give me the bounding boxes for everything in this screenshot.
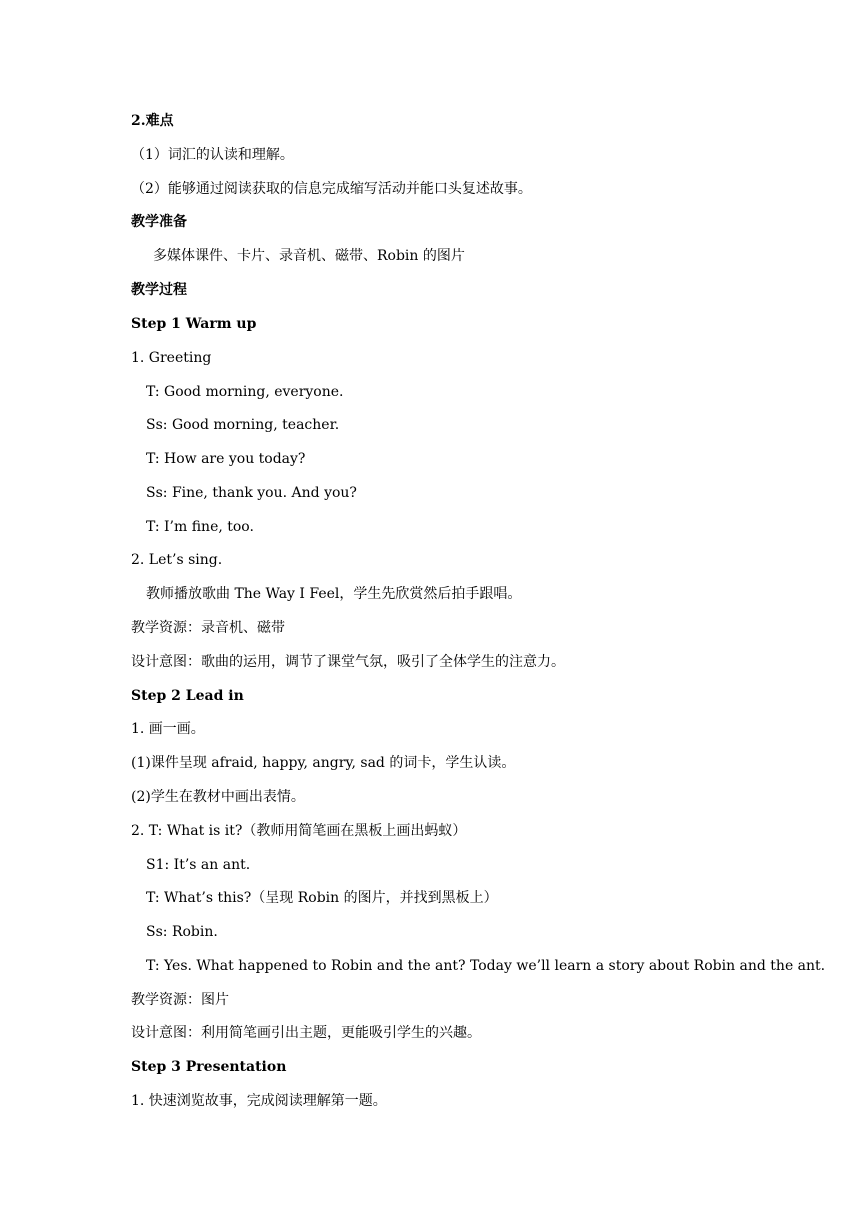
design-intent: 设计意图：利用简笔画引出主题，更能吸引学生的兴趣。 [131, 1025, 481, 1041]
dialogue-line: Ss: Robin. [146, 924, 218, 940]
step-3-item-1: 1. 快速浏览故事，完成阅读理解第一题。 [131, 1093, 387, 1109]
teaching-resources: 教学资源：录音机、磁带 [131, 620, 285, 636]
dialogue-line: Ss: Fine, thank you. And you? [146, 485, 357, 501]
teaching-resources: 教学资源：图片 [131, 992, 229, 1008]
step-2-heading: Step 2 Lead in [131, 688, 244, 704]
design-intent: 设计意图：歌曲的运用，调节了课堂气氛，吸引了全体学生的注意力。 [131, 654, 565, 670]
dialogue-line: S1: It’s an ant. [146, 857, 251, 873]
dialogue-line: T: How are you today? [146, 451, 306, 467]
preparation-text: 多媒体课件、卡片、录音机、磁带、Robin 的图片 [153, 248, 465, 264]
difficulty-item-1: （1）词汇的认读和理解。 [131, 147, 294, 163]
section-heading-difficulties: 2.难点 [131, 113, 174, 129]
step-1-item-sing: 2. Let’s sing. [131, 552, 223, 568]
section-heading-process: 教学过程 [131, 282, 187, 298]
difficulty-item-2: （2）能够通过阅读获取的信息完成缩写活动并能口头复述故事。 [131, 181, 532, 197]
step-1-heading: Step 1 Warm up [131, 316, 257, 332]
dialogue-line: T: Good morning, everyone. [146, 384, 344, 400]
sing-description: 教师播放歌曲 The Way I Feel，学生先欣赏然后拍手跟唱。 [146, 586, 522, 602]
step-3-heading: Step 3 Presentation [131, 1059, 287, 1075]
dialogue-line: T: What’s this?（呈现 Robin 的图片，并找到黑板上） [146, 890, 498, 906]
step-1-item-greeting: 1. Greeting [131, 350, 212, 366]
step-2-item-draw: 1. 画一画。 [131, 721, 205, 737]
dialogue-line: T: Yes. What happened to Robin and the ant? Today we’ll learn a story about Robin and the ant. [146, 958, 826, 974]
section-heading-preparation: 教学准备 [131, 214, 187, 230]
dialogue-line: T: I’m fine, too. [146, 519, 254, 535]
step-2-item-question: 2. T: What is it?（教师用简笔画在黑板上画出蚂蚁） [131, 823, 467, 839]
step-2-subitem: (2)学生在教材中画出表情。 [131, 789, 305, 805]
step-2-subitem: (1)课件呈现 afraid, happy, angry, sad 的词卡，学生认读。 [131, 755, 516, 771]
dialogue-line: Ss: Good morning, teacher. [146, 417, 340, 433]
